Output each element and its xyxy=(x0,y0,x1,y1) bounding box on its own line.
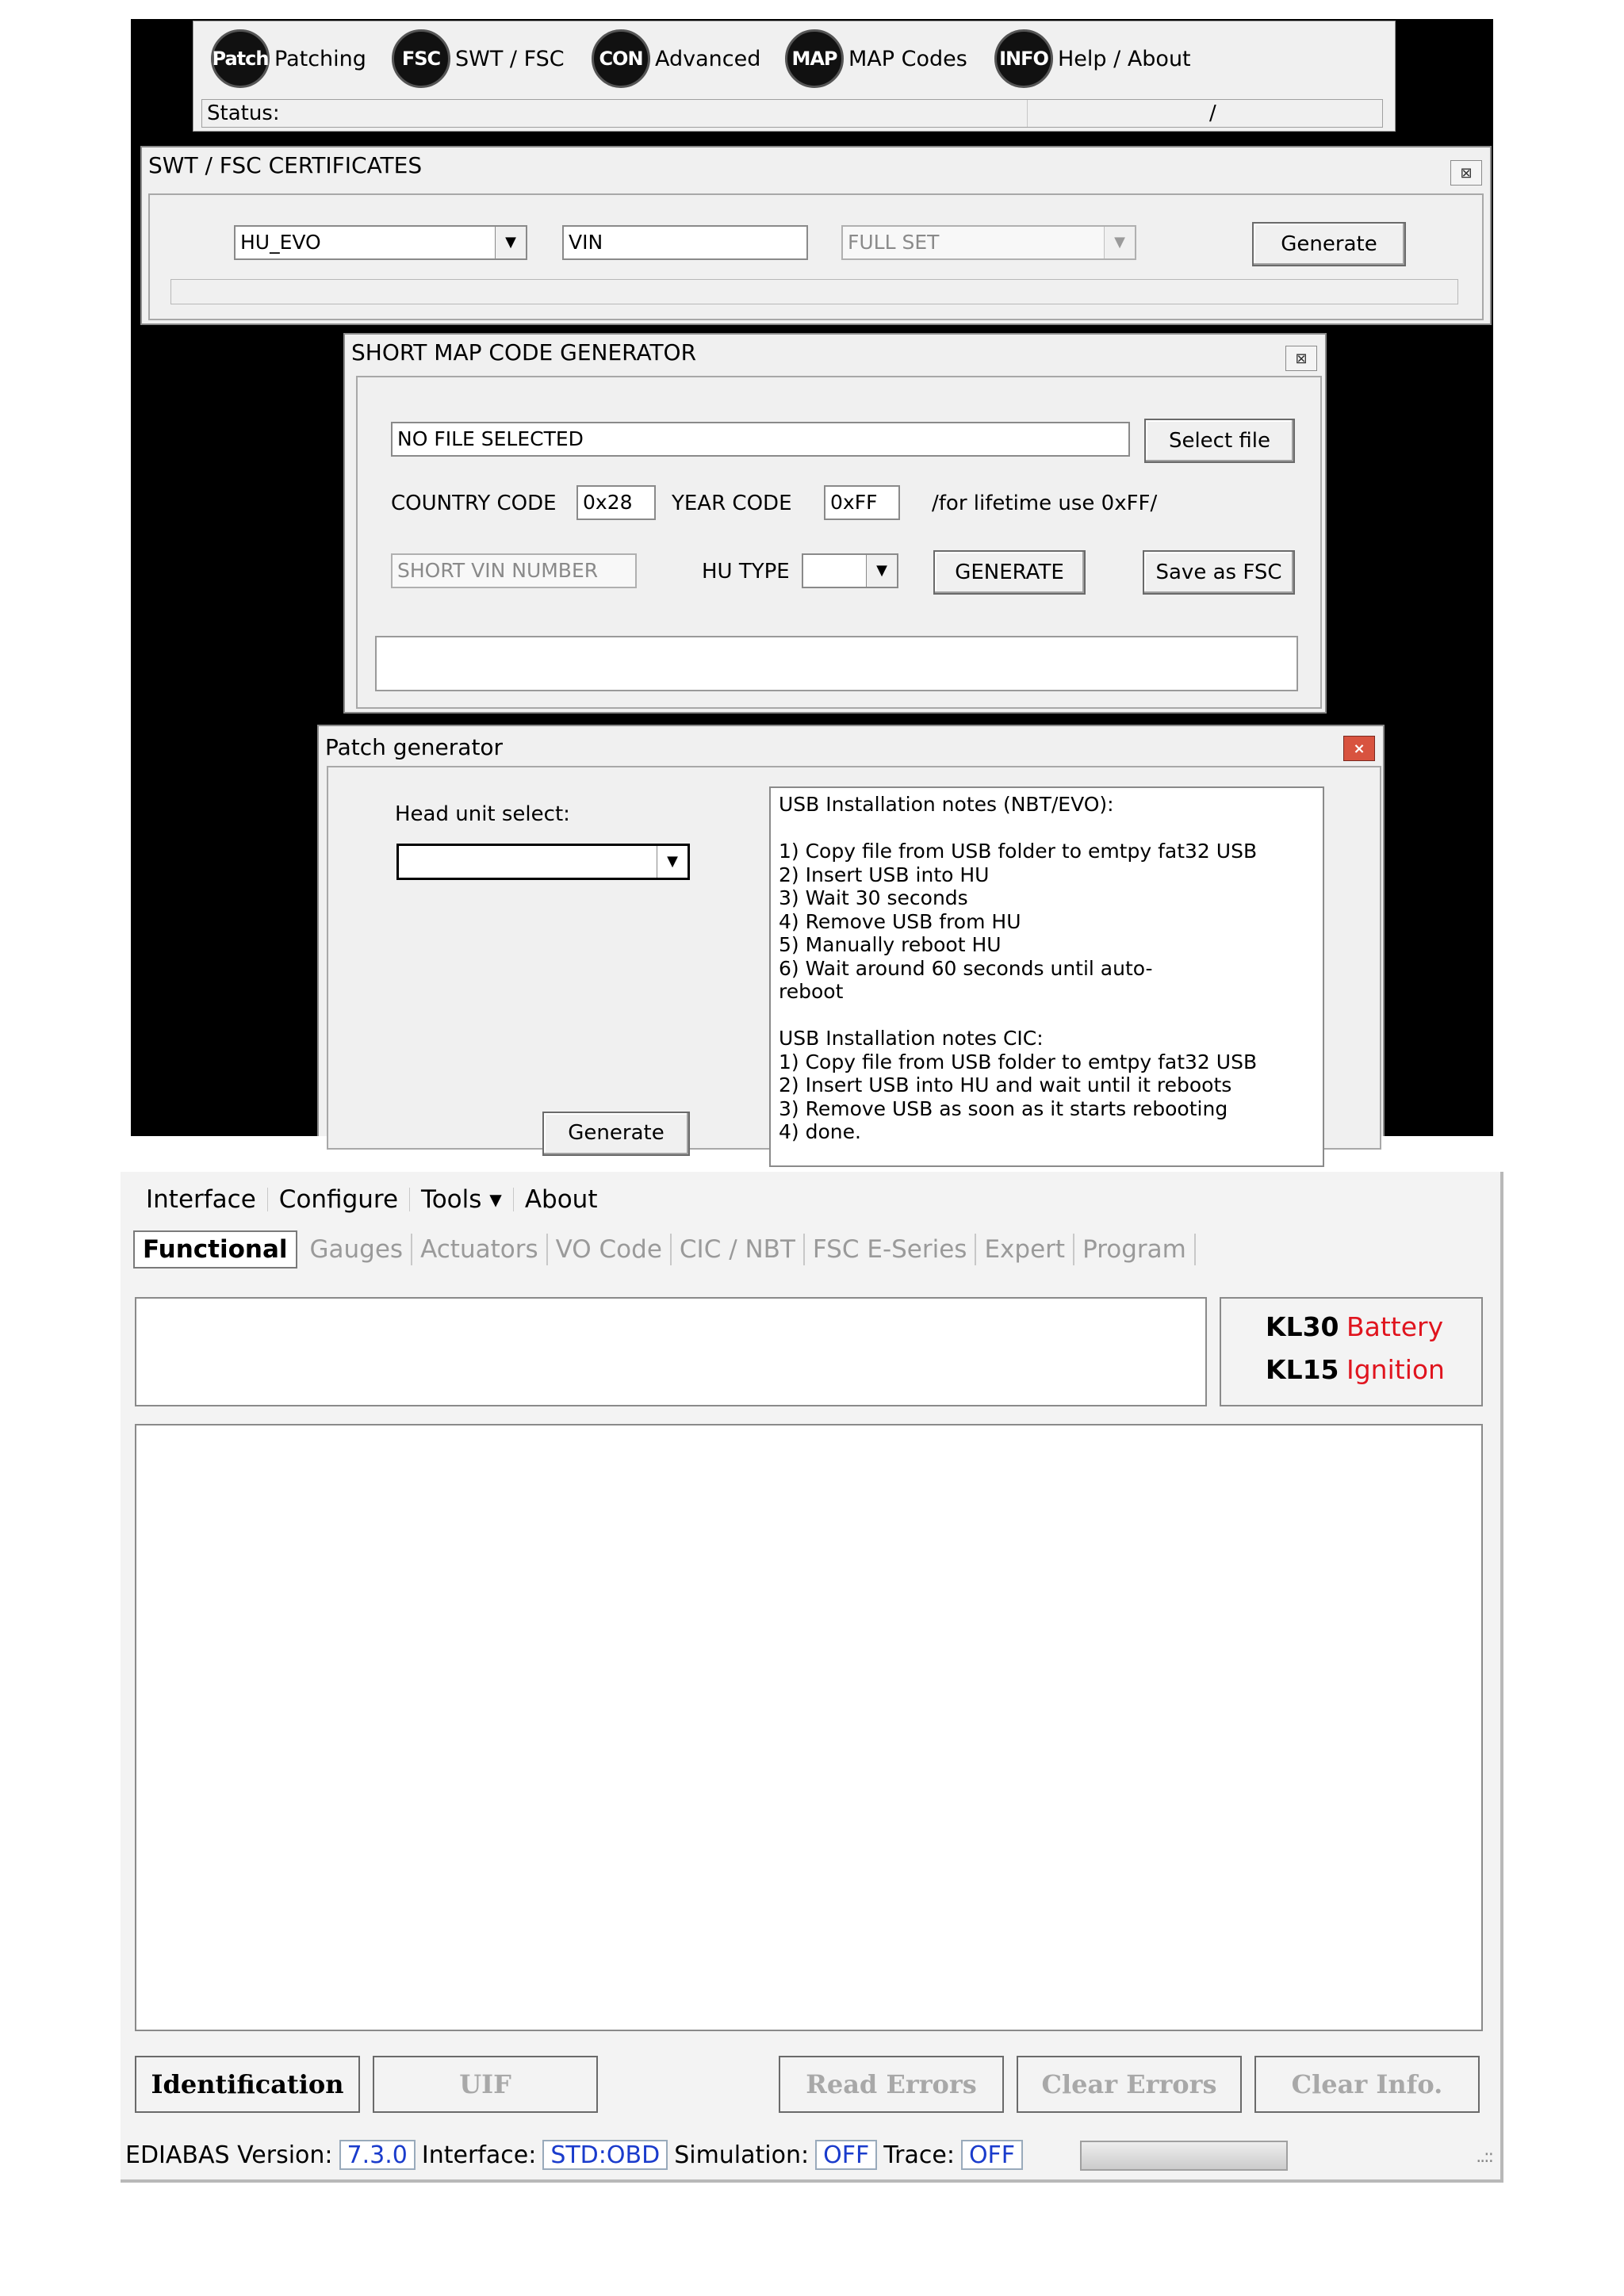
save-as-fsc-button[interactable]: Save as FSC xyxy=(1143,550,1295,595)
install-notes: USB Installation notes (NBT/EVO): 1) Copy file from USB folder to emtpy fat32 USB 2) Insert USB into HU 3) Wait 30 seconds 4) Remove USB from HU 5) Manually reboot HU 6) Wait around 60 seconds until auto- reboot USB Installation notes CIC: 1) Copy file from USB folder to emtpy fat32 USB 2) Insert USB into HU and wait until it reboots 3) Remove USB as soon as it starts rebooting 4) done. xyxy=(769,786,1324,1167)
kl15-label: KL15 xyxy=(1266,1354,1339,1385)
toolbar-advanced[interactable] xyxy=(592,29,760,88)
toolbar-patching[interactable] xyxy=(211,29,366,88)
status-bar xyxy=(201,99,1383,128)
kl30-value: Battery xyxy=(1346,1311,1444,1342)
head-unit-select[interactable] xyxy=(234,225,527,260)
trace-value: OFF xyxy=(961,2140,1023,2170)
tab-expert[interactable]: Expert xyxy=(976,1234,1074,1265)
toolbar-swt-fsc-label: SWT / FSC xyxy=(455,46,565,71)
interface-value: STD:OBD xyxy=(542,2140,668,2170)
main-toolbar-window xyxy=(193,21,1396,132)
clear-info-button[interactable]: Clear Info. xyxy=(1254,2056,1480,2113)
map-code-title: SHORT MAP CODE GENERATOR xyxy=(351,339,697,365)
map-code-panel xyxy=(356,376,1322,709)
fsc-icon: FSC xyxy=(392,29,450,88)
map-code-dialog xyxy=(343,333,1327,714)
file-path-field: NO FILE SELECTED xyxy=(391,422,1130,457)
swt-fsc-dialog xyxy=(140,146,1492,325)
toolbar-map-codes[interactable] xyxy=(785,29,967,88)
short-vin-input[interactable]: SHORT VIN NUMBER xyxy=(391,553,637,588)
generate-map-button[interactable]: GENERATE xyxy=(933,550,1086,595)
swt-fsc-title: SWT / FSC CERTIFICATES xyxy=(148,152,423,178)
simulation-label: Simulation: xyxy=(674,2141,810,2169)
toolbar-help-about-label: Help / About xyxy=(1058,46,1191,71)
tab-gauges[interactable]: Gauges xyxy=(302,1234,413,1265)
chevron-down-icon[interactable]: ▼ xyxy=(1104,227,1135,258)
kl-status-panel xyxy=(1220,1297,1483,1406)
read-errors-button[interactable]: Read Errors xyxy=(779,2056,1004,2113)
map-icon: MAP xyxy=(785,29,844,88)
patch-head-unit-select[interactable] xyxy=(396,844,690,880)
tab-cic-nbt[interactable]: CIC / NBT xyxy=(672,1234,805,1265)
results-area xyxy=(135,1424,1483,2031)
head-unit-select-value: HU_EVO xyxy=(240,231,321,254)
chevron-down-icon[interactable]: ▼ xyxy=(866,555,897,587)
menu-about[interactable]: About xyxy=(524,1185,598,1214)
swt-fsc-panel xyxy=(148,193,1484,320)
country-code-input[interactable]: 0x28 xyxy=(576,485,656,520)
select-file-button[interactable]: Select file xyxy=(1144,419,1295,463)
patch-icon: Patch xyxy=(211,29,270,88)
status-slash: / xyxy=(1209,101,1216,125)
trace-label: Trace: xyxy=(883,2141,955,2169)
resize-grip-icon[interactable]: ..:: xyxy=(1476,2147,1492,2167)
vin-input[interactable]: VIN xyxy=(562,225,808,260)
kl30-label: KL30 xyxy=(1266,1311,1339,1342)
status-divider xyxy=(1027,100,1028,127)
set-select[interactable] xyxy=(841,225,1136,260)
kl30-status xyxy=(1266,1311,1443,1342)
lifetime-note: /for lifetime use 0xFF/ xyxy=(932,492,1158,515)
status-footer xyxy=(121,2131,1503,2179)
hu-type-label: HU TYPE xyxy=(702,560,790,584)
uif-button[interactable]: UIF xyxy=(373,2056,598,2113)
chevron-down-icon[interactable]: ▼ xyxy=(657,846,688,878)
year-code-input[interactable]: 0xFF xyxy=(824,485,900,520)
identification-button[interactable]: Identification xyxy=(135,2056,360,2113)
tab-fsc-e-series[interactable]: FSC E-Series xyxy=(805,1234,977,1265)
year-code-label: YEAR CODE xyxy=(672,492,792,515)
ediabas-version-label: EDIABAS Version: xyxy=(125,2141,333,2169)
tab-actuators[interactable]: Actuators xyxy=(412,1234,548,1265)
chevron-down-icon[interactable]: ▼ xyxy=(495,227,526,258)
clear-errors-button[interactable]: Clear Errors xyxy=(1017,2056,1242,2113)
patch-generate-button[interactable]: Generate xyxy=(542,1112,690,1156)
tab-bar xyxy=(133,1229,1196,1270)
menu-interface[interactable]: Interface xyxy=(146,1185,256,1214)
interface-label: Interface: xyxy=(421,2141,537,2169)
kl15-value: Ignition xyxy=(1346,1354,1445,1385)
hu-type-select[interactable] xyxy=(802,553,898,588)
generate-button[interactable]: Generate xyxy=(1252,222,1406,266)
close-icon[interactable]: × xyxy=(1343,736,1375,761)
head-unit-label: Head unit select: xyxy=(395,802,570,826)
toolbar-swt-fsc[interactable] xyxy=(392,29,565,88)
tab-functional[interactable]: Functional xyxy=(133,1230,297,1269)
toolbar-advanced-label: Advanced xyxy=(655,46,761,71)
country-code-label: COUNTRY CODE xyxy=(391,492,557,515)
menu-bar xyxy=(135,1180,608,1219)
simulation-value: OFF xyxy=(815,2140,877,2170)
menu-tools[interactable]: Tools ▾ xyxy=(421,1185,502,1214)
toolbar-patching-label: Patching xyxy=(274,46,366,71)
toolbar-help-about[interactable] xyxy=(994,29,1191,88)
toolbar-map-codes-label: MAP Codes xyxy=(848,46,967,71)
status-label: Status: xyxy=(207,101,280,125)
close-icon[interactable]: ⊠ xyxy=(1450,160,1482,186)
tab-program[interactable]: Program xyxy=(1074,1234,1196,1265)
map-code-output xyxy=(375,636,1298,691)
activity-progress-bar xyxy=(1080,2141,1288,2171)
ediabas-version-value: 7.3.0 xyxy=(339,2140,416,2170)
kl15-status xyxy=(1266,1354,1445,1385)
info-display xyxy=(135,1297,1207,1406)
con-icon: CON xyxy=(592,29,650,88)
close-icon[interactable]: ⊠ xyxy=(1285,346,1317,371)
set-select-value: FULL SET xyxy=(848,231,940,254)
info-icon: INFO xyxy=(994,29,1053,88)
ediabas-app-window xyxy=(121,1172,1503,2183)
tab-vo-code[interactable]: VO Code xyxy=(548,1234,672,1265)
menu-configure[interactable]: Configure xyxy=(278,1185,399,1214)
patch-generator-title: Patch generator xyxy=(325,734,504,760)
swt-progress-bar xyxy=(170,279,1458,304)
